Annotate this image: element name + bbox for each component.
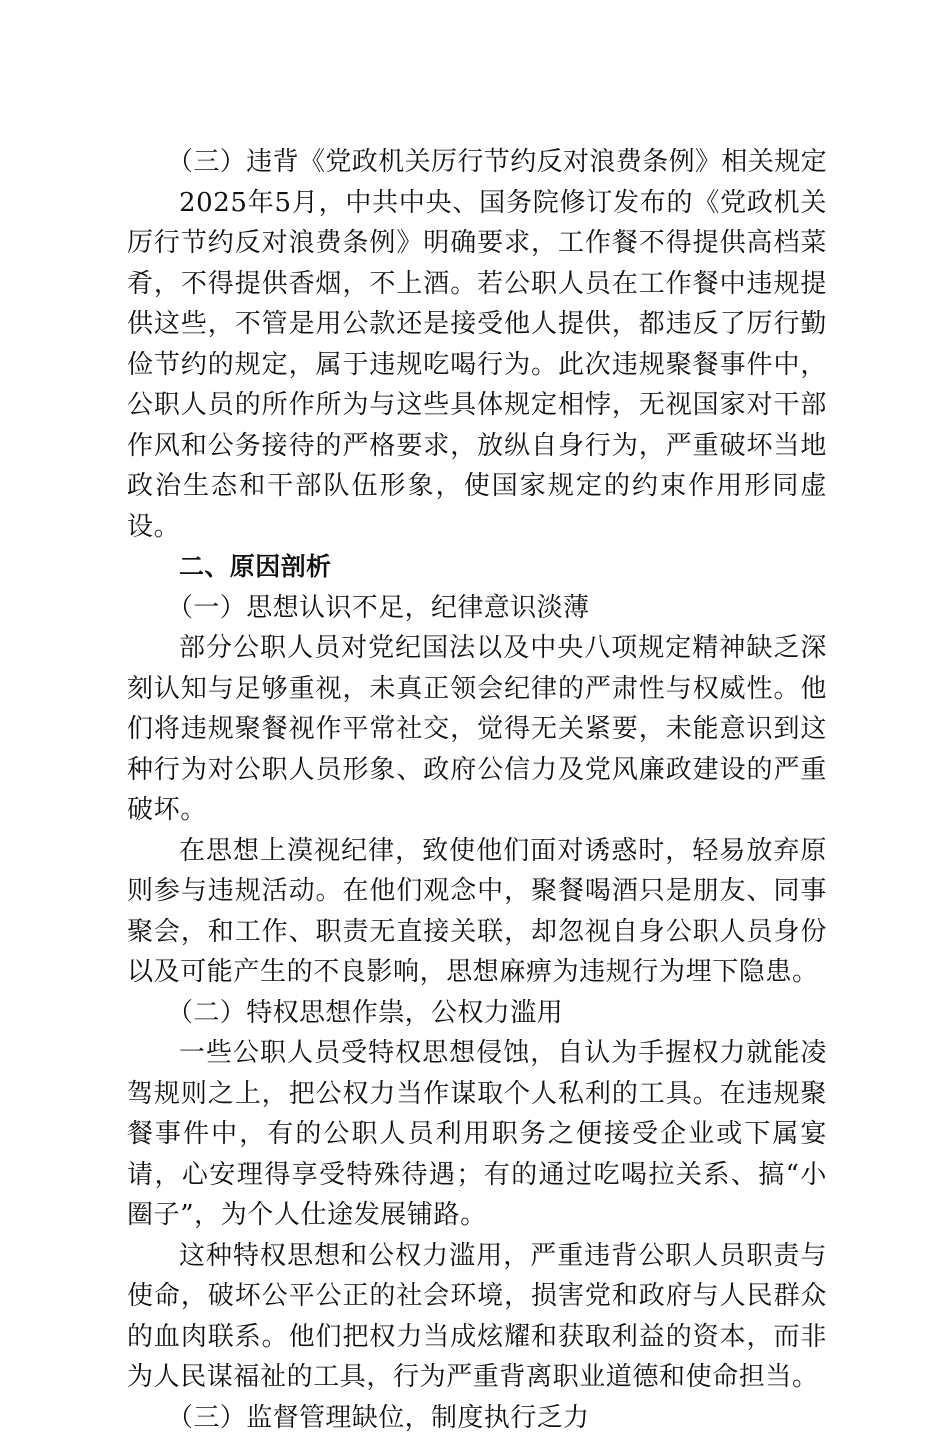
paragraph-privilege-1: 一些公职人员受特权思想侵蚀，自认为手握权力就能凌驾规则之上，把公权力当作谋取个人私利的工具。在违规聚餐事件中，有的公职人员利用职务之便接受企业或下属宴请，心安理得享受特殊待遇；有的通过吃喝拉关系、搞“小圈子”，为个人仕途发展铺路。 bbox=[127, 1033, 827, 1236]
document-body bbox=[127, 142, 827, 1438]
paragraph-regulation-detail: 2025年5月，中共中央、国务院修订发布的《党政机关厉行节约反对浪费条例》明确要求，工作餐不得提供高档菜肴，不得提供香烟，不上酒。若公职人员在工作餐中违规提供这些，不管是用公款还是接受他人提供，都违反了厉行勤俭节约的规定，属于违规吃喝行为。此次违规聚餐事件中，公职人员的所作所为与这些具体规定相悖，无视国家对干部作风和公务接待的严格要求，放纵自身行为，严重破坏当地政治生态和干部队伍形象，使国家规定的约束作用形同虚设。 bbox=[127, 183, 827, 548]
subheading-regulation-violation: （三）违背《党政机关厉行节约反对浪费条例》相关规定 bbox=[127, 142, 827, 183]
paragraph-awareness-2: 在思想上漠视纪律，致使他们面对诱惑时，轻易放弃原则参与违规活动。在他们观念中，聚餐喝酒只是朋友、同事聚会，和工作、职责无直接关联，却忽视自身公职人员身份以及可能产生的不良影响，思想麻痹为违规行为埋下隐患。 bbox=[127, 831, 827, 993]
heading-cause-analysis: 二、原因剖析 bbox=[127, 547, 827, 588]
subheading-privilege: （二）特权思想作祟，公权力滥用 bbox=[127, 993, 827, 1034]
subheading-awareness: （一）思想认识不足，纪律意识淡薄 bbox=[127, 588, 827, 629]
paragraph-awareness-1: 部分公职人员对党纪国法以及中央八项规定精神缺乏深刻认知与足够重视，未真正领会纪律的严肃性与权威性。他们将违规聚餐视作平常社交，觉得无关紧要，未能意识到这种行为对公职人员形象、政府公信力及党风廉政建设的严重破坏。 bbox=[127, 628, 827, 831]
subheading-supervision: （三）监督管理缺位，制度执行乏力 bbox=[127, 1398, 827, 1438]
paragraph-privilege-2: 这种特权思想和公权力滥用，严重违背公职人员职责与使命，破坏公平公正的社会环境，损害党和政府与人民群众的血肉联系。他们把权力当成炫耀和获取利益的资本，而非为人民谋福祉的工具，行为严重背离职业道德和使命担当。 bbox=[127, 1236, 827, 1398]
